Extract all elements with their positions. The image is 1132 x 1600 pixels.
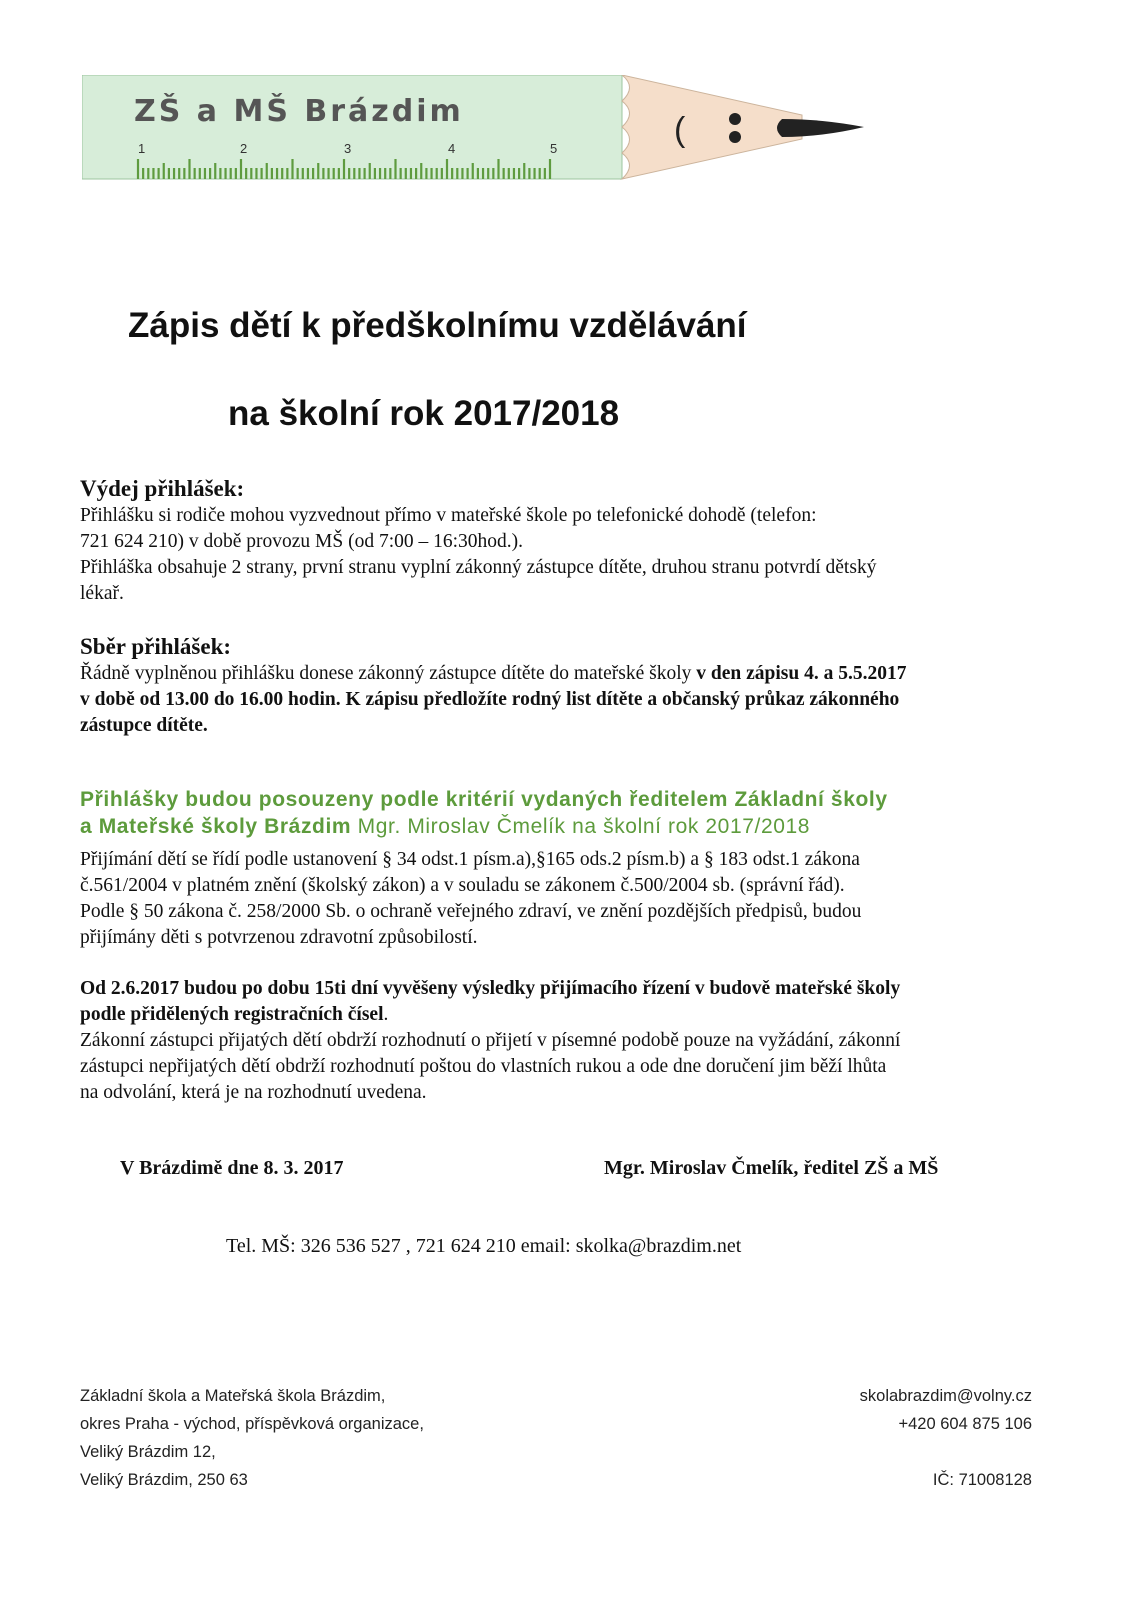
text-line: 721 624 210) v době provozu MŠ (od 7:00 – 16:30hod.). <box>80 531 524 552</box>
text-bold: a Mateřské školy Brázdim <box>80 815 352 838</box>
eye-icon <box>729 131 741 143</box>
text-bold: v době od 13.00 do 16.00 hodin. K zápisu předložíte rodný list dítěte a občanský průkaz zákonného <box>80 689 900 710</box>
text-line <box>80 713 1080 739</box>
place-date: V Brázdimě dne 8. 3. 2017 <box>120 1157 344 1179</box>
text-line: zástupci nepřijatých dětí obdrží rozhodnutí poštou do vlastních rukou a ode dne doručení jim běží lhůta <box>80 1056 887 1077</box>
footer-contact <box>860 1382 1032 1494</box>
footer-phone: +420 604 875 106 <box>898 1415 1032 1433</box>
pencil-tip-icon <box>777 119 864 137</box>
pencil-wood <box>622 75 802 179</box>
text-line <box>80 976 1090 1002</box>
logo-text: ZŠ a MŠ Brázdim <box>134 94 464 129</box>
text-line: Přihlášku si rodiče mohou vyzvednout přímo v mateřské škole po telefonické dohodě (telefon: <box>80 505 817 526</box>
text-bold: zástupce dítěte. <box>80 715 208 736</box>
text-line: Zákonní zástupci přijatých dětí obdrží rozhodnutí o přijetí v písemné podobě pouze na vyžádání, zákonní <box>80 1030 901 1051</box>
smile-icon: ( <box>674 111 686 149</box>
text-line <box>80 786 1090 813</box>
section-legal-text <box>80 847 1080 951</box>
ruler-number: 5 <box>550 141 558 156</box>
text-line: na odvolání, která je na rozhodnutí uvedena. <box>80 1082 427 1103</box>
ruler-number: 2 <box>240 141 248 156</box>
text-normal: . <box>383 1004 389 1025</box>
text-bold: Od 2.6.2017 budou po dobu 15ti dní vyvěšeny výsledky přijímacího řízení v budově mateřské školy <box>80 978 901 999</box>
footer-address <box>80 1382 424 1494</box>
text-line: Přijímání dětí se řídí podle ustanovení § 34 odst.1 písm.a),§165 ods.2 písm.b) a § 183 odst.1 zákona <box>80 849 860 870</box>
text-line: přijímány děti s potvrzenou zdravotní způsobilostí. <box>80 927 478 948</box>
ruler-number: 3 <box>344 141 352 156</box>
text-normal: Řádně vyplněnou přihlášku donese zákonný zástupce dítěte do mateřské školy <box>80 663 697 684</box>
text-line: Přihláška obsahuje 2 strany, první stranu vyplní zákonný zástupce dítěte, druhou stranu potvrdí dětský <box>80 557 877 578</box>
ruler-number: 4 <box>448 141 456 156</box>
footer-line: Veliký Brázdim 12, <box>80 1443 216 1461</box>
text-line <box>80 1002 1090 1028</box>
section-results-text <box>80 976 1090 1106</box>
ruler-number: 1 <box>138 141 146 156</box>
section-heading-sber: Sběr přihlášek: <box>80 634 232 659</box>
text-bold: v den zápisu 4. a 5.5.2017 <box>696 663 907 684</box>
text-line: lékař. <box>80 583 124 604</box>
text-line <box>80 687 1080 713</box>
section-heading-vydej: Výdej přihlášek: <box>80 476 245 501</box>
text-bold: Přihlášky budou posouzeny podle kritérií vydaných ředitelem Základní školy <box>80 788 888 811</box>
text-line: Podle § 50 zákona č. 258/2000 Sb. o ochraně veřejného zdraví, ve znění pozdějších předpisů, budou <box>80 901 862 922</box>
signer: Mgr. Miroslav Čmelík, ředitel ZŠ a MŠ <box>604 1157 939 1179</box>
section-vydej-text <box>80 503 1080 607</box>
footer-line: Základní škola a Mateřská škola Brázdim, <box>80 1387 386 1405</box>
footer-line: okres Praha - východ, příspěvková organizace, <box>80 1415 424 1433</box>
footer-ico: IČ: 71008128 <box>932 1471 1032 1489</box>
text-line <box>80 661 1080 687</box>
section-sber-text <box>80 661 1080 739</box>
page-title-line1: Zápis dětí k předškolnímu vzdělávání <box>128 306 747 345</box>
text-line: č.561/2004 v platném znění (školský zákon) a v souladu se zákonem č.500/2004 sb. (správní řád). <box>80 875 845 896</box>
eye-icon <box>729 113 741 125</box>
footer-email: skolabrazdim@volny.cz <box>859 1387 1032 1405</box>
contact-line: Tel. MŠ: 326 536 527 , 721 624 210 email: skolka@brazdim.net <box>226 1235 742 1257</box>
text-normal: Mgr. Miroslav Čmelík na školní rok 2017/2018 <box>351 815 811 838</box>
footer-spacer <box>860 1438 1032 1466</box>
footer-line: Veliký Brázdim, 250 63 <box>80 1471 248 1489</box>
text-line <box>80 813 1090 840</box>
criteria-notice <box>80 786 1090 840</box>
page-title-line2: na školní rok 2017/2018 <box>228 394 620 433</box>
text-bold: podle přidělených registračních čísel <box>80 1004 384 1025</box>
school-logo <box>82 75 882 185</box>
